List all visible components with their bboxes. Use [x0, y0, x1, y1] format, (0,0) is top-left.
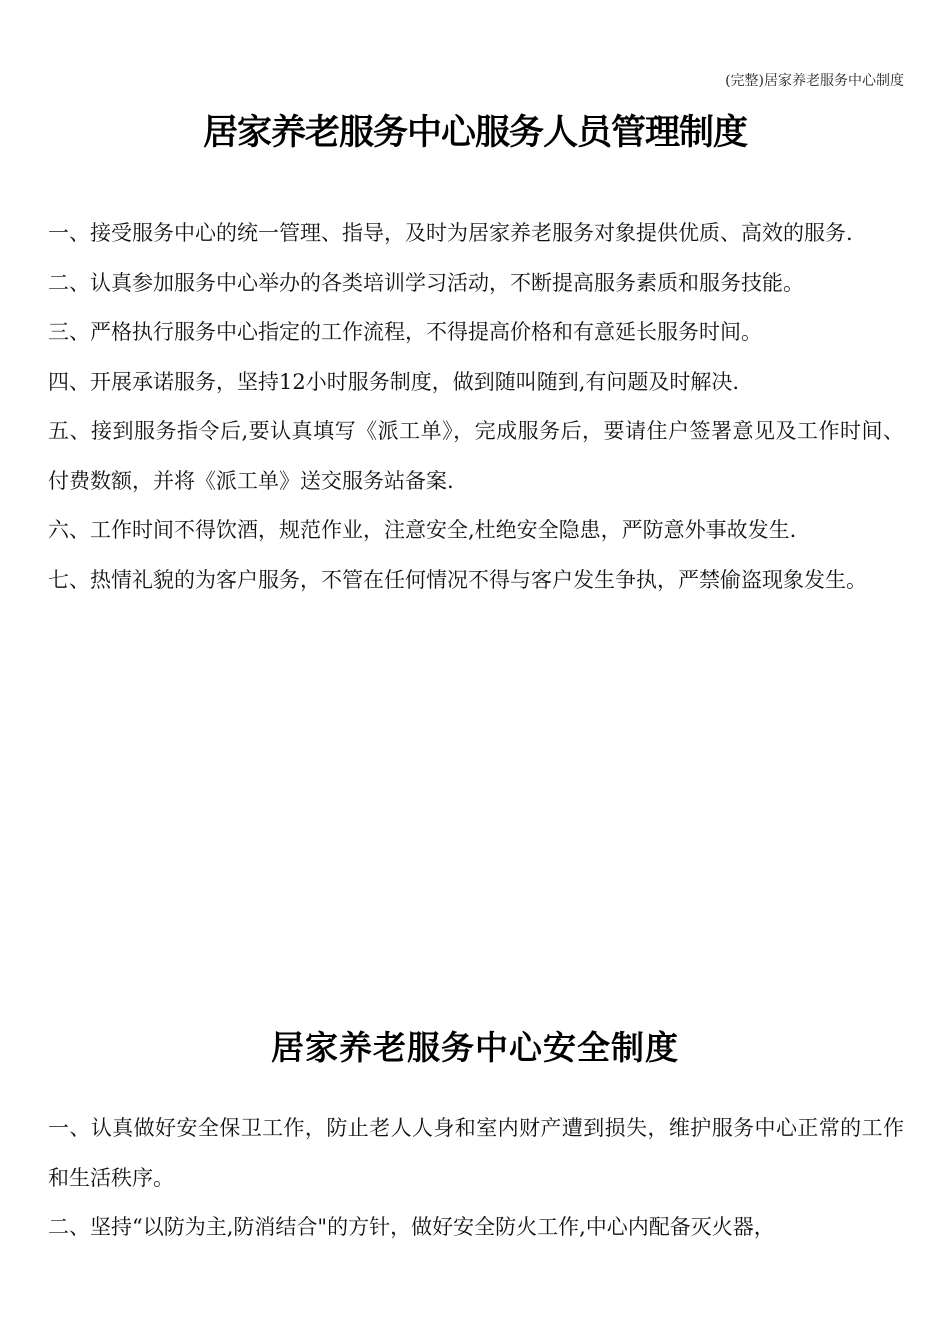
section-title-safety: 居家养老服务中心安全制度 [271, 1028, 679, 1068]
rule-item-1: 一、接受服务中心的统一管理、指导，及时为居家养老服务对象提供优质、高效的服务. [48, 221, 853, 245]
rule-item-5: 五、接到服务指令后,要认真填写《派工单》，完成服务后，要请住户签署意见及工作时间、付费数额，并将《派工单》送交服务站备案. [48, 419, 904, 493]
rule-item-4: 四、开展承诺服务，坚持12小时服务制度，做到随叫随到,有问题及时解决. [48, 369, 740, 394]
rule-item-3: 三、严格执行服务中心指定的工作流程，不得提高价格和有意延长服务时间。 [48, 320, 762, 344]
safety-item-1: 一、认真做好安全保卫工作，防止老人人身和室内财产遭到损失，维护服务中心正常的工作和生活秩序。 [48, 1116, 904, 1190]
rule-item-7: 七、热情礼貌的为客户服务，不管在任何情况不得与客户发生争执，严禁偷盗现象发生。 [48, 567, 867, 592]
rule-item-6: 六、工作时间不得饮酒，规范作业，注意安全,杜绝安全隐患，严防意外事故发生. [48, 518, 797, 542]
safety-item-2: 二、坚持“以防为主,防消结合"的方针，做好安全防火工作,中心内配备灭火器， [48, 1215, 775, 1239]
staff-rules-section [48, 209, 904, 605]
running-header: (完整)居家养老服务中心制度 [725, 73, 904, 89]
document-title: 居家养老服务中心服务人员管理制度 [202, 113, 747, 154]
safety-rules-section [48, 1104, 904, 1253]
rule-item-2: 二、认真参加服务中心举办的各类培训学习活动，不断提高服务素质和服务技能。 [48, 270, 804, 295]
